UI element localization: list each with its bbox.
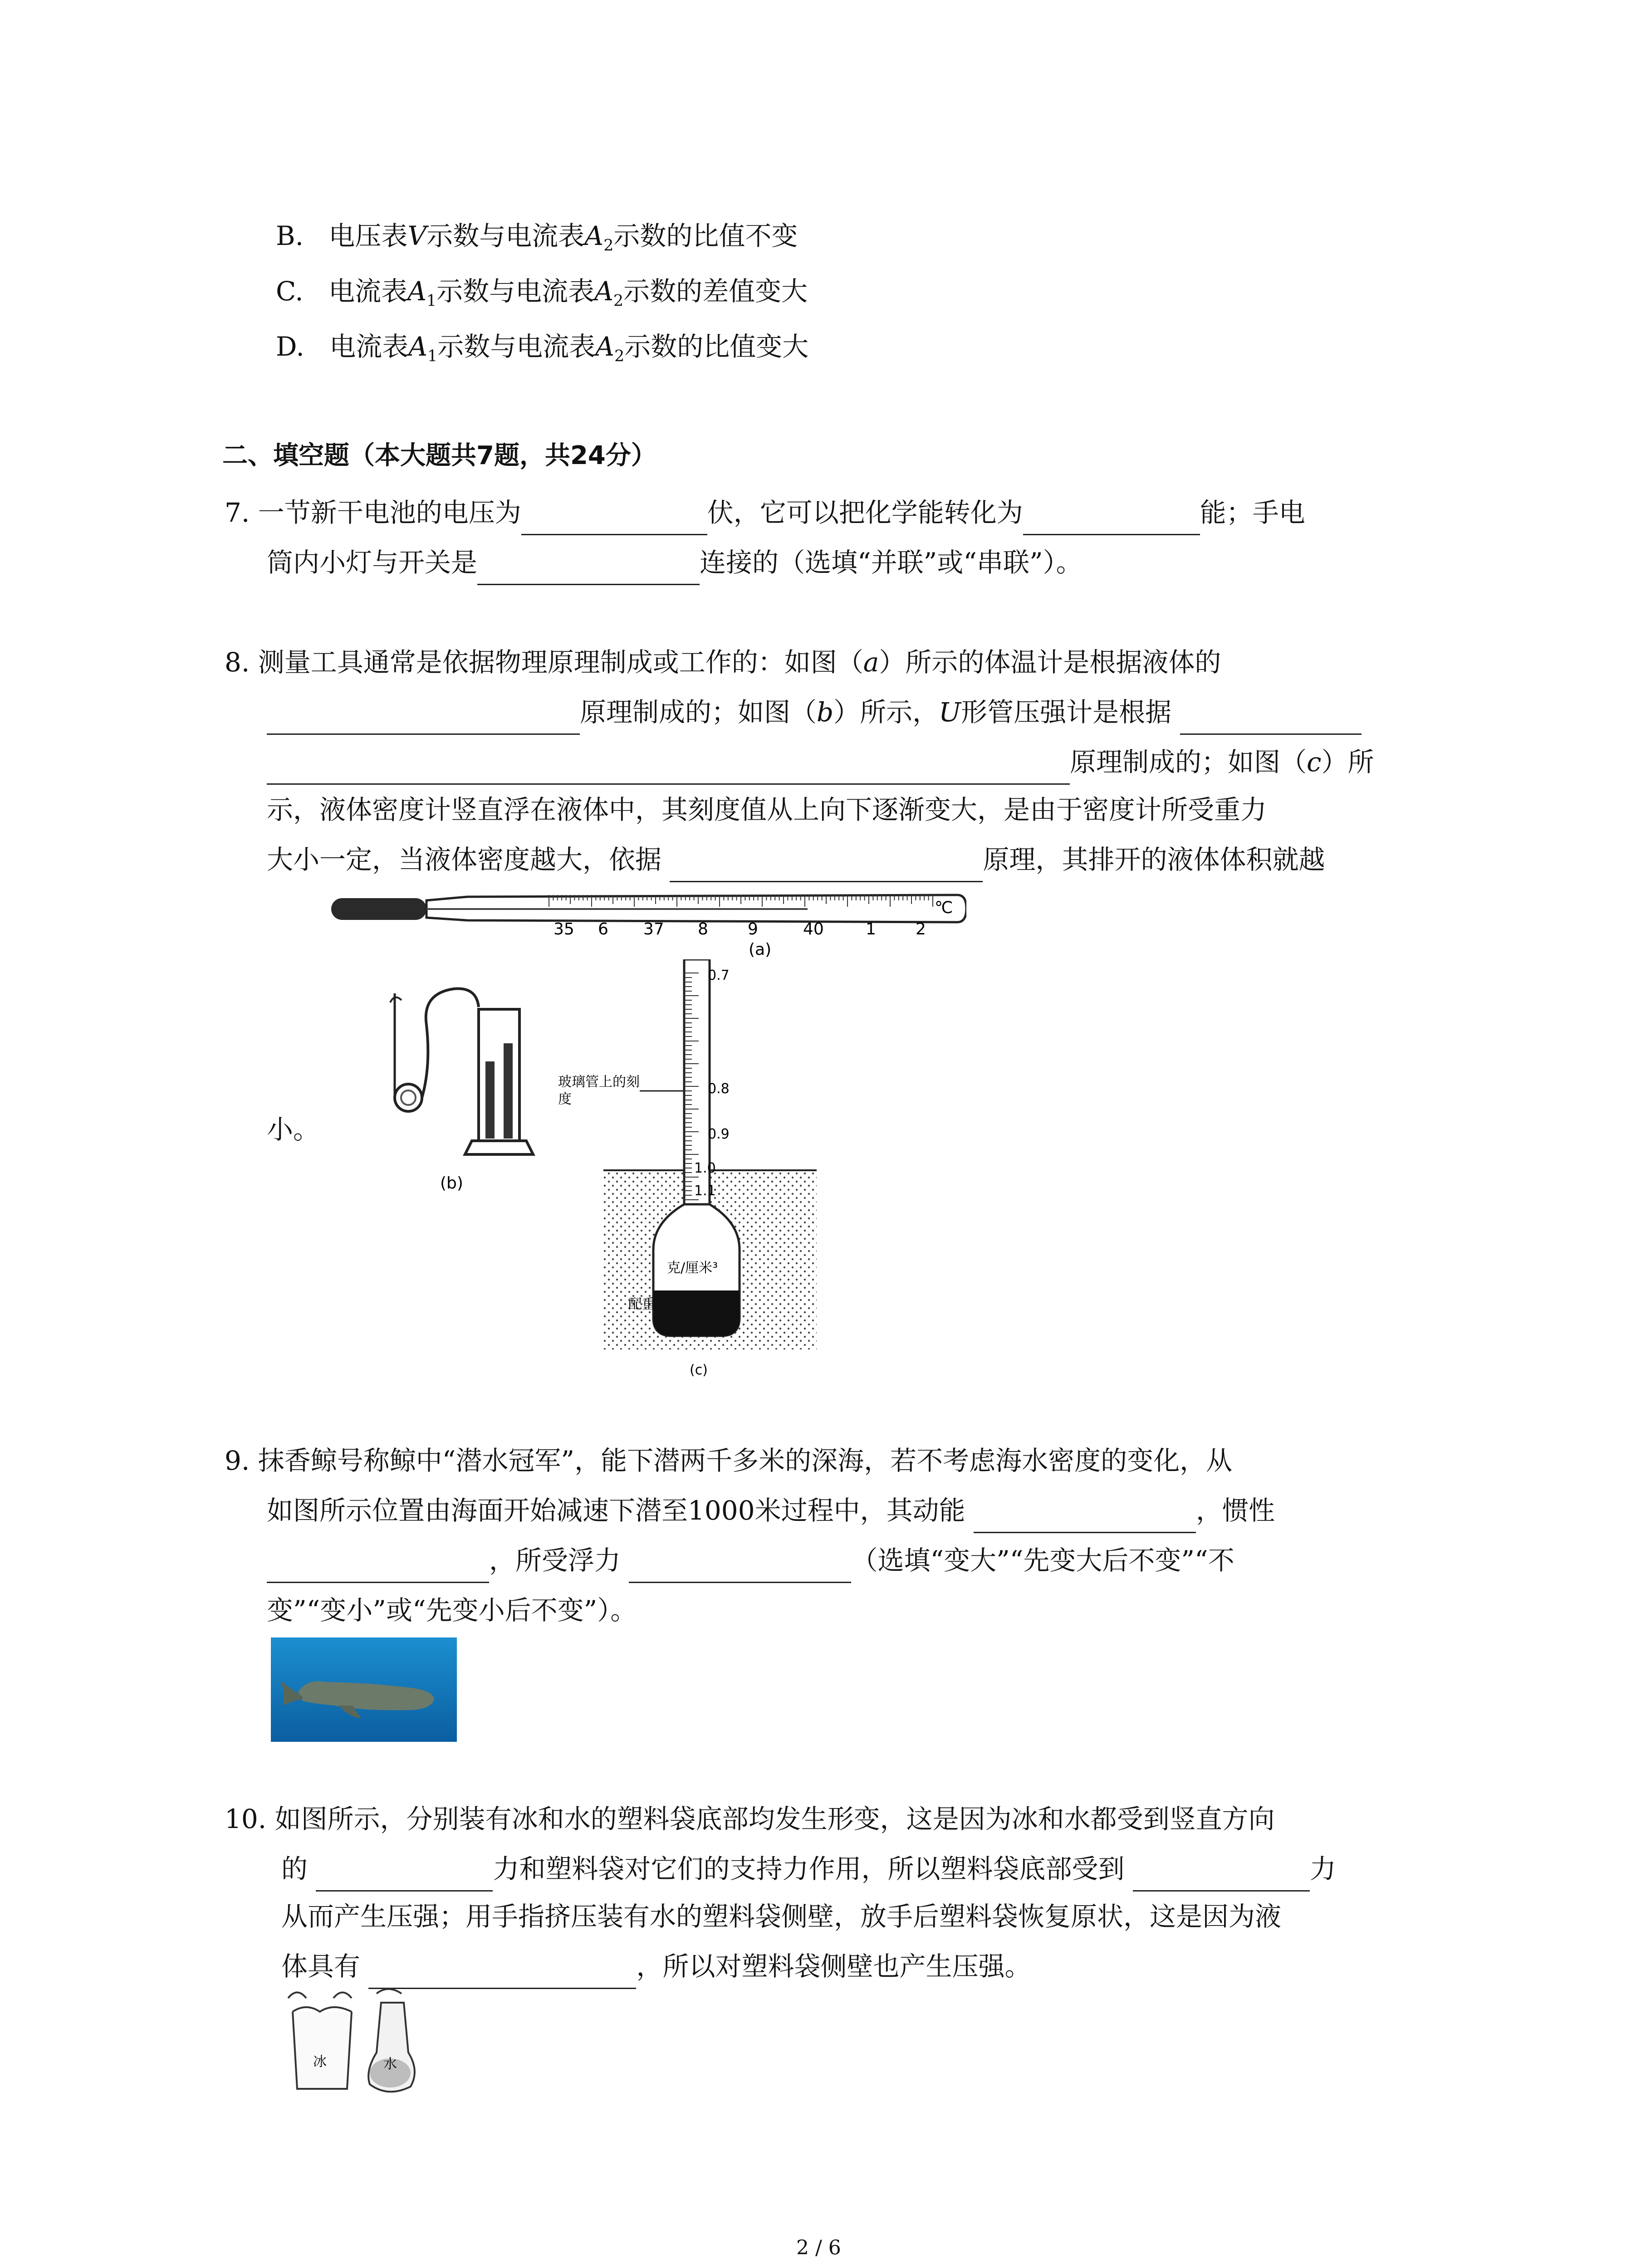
q10-line-4 — [281, 1944, 1031, 1989]
option-b — [276, 213, 798, 269]
q8-text-1: 8. 测量工具通常是依据物理原理制成或工作的：如图（ — [225, 647, 863, 678]
q8-var-a: a — [863, 647, 879, 678]
tick-label: 0.8 — [708, 1081, 730, 1097]
q8-line-6: 小。 — [267, 1114, 320, 1145]
probe-head — [395, 1084, 422, 1111]
option-c-text-2: 示数与电流表 — [436, 276, 595, 307]
q8-line-1 — [225, 640, 1221, 685]
q8-line-3 — [267, 739, 1374, 785]
q7-text-2: 伏，它可以把化学能转化为 — [707, 497, 1023, 528]
option-d-text-3: 示数的比值变大 — [624, 331, 809, 362]
q10-line-2 — [281, 1846, 1336, 1892]
q10-text-3: 力 — [1309, 1853, 1336, 1884]
q9-line-3 — [267, 1538, 1234, 1583]
q10-blank-1[interactable] — [316, 1858, 493, 1892]
option-c-sub-2: 2 — [613, 292, 624, 310]
thermometer-bulb — [331, 898, 426, 920]
tick-label: 6 — [598, 920, 608, 938]
tick-label: 40 — [803, 920, 824, 938]
option-c-sub-1: 1 — [426, 292, 437, 310]
tick-label: 37 — [643, 920, 664, 938]
q8-text-6: 原理制成的；如图（ — [1070, 747, 1307, 777]
sperm-whale-photo — [271, 1637, 457, 1742]
figure-a-label: (a) — [749, 940, 772, 959]
figure-b-manometer — [363, 975, 554, 1193]
q9-blank-3[interactable] — [629, 1550, 851, 1583]
q9-blank-1[interactable] — [974, 1500, 1196, 1533]
tick-label: 1.0 — [694, 1160, 716, 1176]
q7-line-1 — [225, 490, 1305, 535]
hydrometer-weight — [653, 1290, 740, 1336]
rubber-tube — [422, 989, 479, 1098]
option-d — [276, 324, 808, 379]
scale-label-line-1: 玻璃管上的刻 — [558, 1074, 640, 1090]
thermometer-unit: ℃ — [935, 899, 953, 917]
q8-text-5: 形管压强计是根据 — [961, 697, 1172, 728]
q8-text-3: 原理制成的；如图（ — [580, 697, 817, 728]
q9-text-3: ，所受浮力 — [489, 1545, 621, 1576]
figure-c-label: (c) — [690, 1362, 708, 1378]
figure-a-thermometer — [331, 887, 966, 964]
tick-label: 1 — [866, 920, 876, 938]
q8-text-7: ）所 — [1321, 747, 1374, 777]
section-title: 二、填空题（本大题共7题，共24分） — [222, 441, 656, 470]
option-c-text-1: 电流表 — [328, 276, 408, 307]
q8-line-4: 示，液体密度计竖直浮在液体中，其刻度值从上向下逐渐变大，是由于密度计所受重力 — [267, 794, 1267, 825]
figure-b-label: (b) — [440, 1174, 463, 1193]
ice-label: 冰 — [313, 2054, 327, 2070]
bulb-label: 克/厘米³ — [667, 1260, 718, 1276]
tick-label: 35 — [554, 920, 574, 938]
q10-text-4: 体具有 — [281, 1951, 361, 1982]
q9-text-4: （选填“变大”“先变大后不变”“不 — [851, 1545, 1234, 1576]
figure-plastic-bags — [279, 1984, 442, 2102]
q9-line-4: 变”“变小”或“先变小后不变”）。 — [267, 1595, 637, 1626]
water-bag — [368, 1989, 415, 2092]
tick-label: 8 — [698, 920, 708, 938]
option-b-text-3: 示数的比值不变 — [613, 220, 798, 251]
q10-text-2: 力和塑料袋对它们的支持力作用，所以塑料袋底部受到 — [493, 1853, 1125, 1884]
q8-line-2 — [267, 689, 1362, 735]
q8-blank-1[interactable] — [267, 702, 580, 735]
q7-line-2 — [267, 540, 1083, 585]
option-c — [276, 269, 808, 324]
tick-label: 0.7 — [708, 968, 730, 983]
q8-var-b: b — [817, 697, 834, 728]
q7-text-4: 筒内小灯与开关是 — [267, 547, 478, 578]
water-label: 水 — [383, 2056, 397, 2072]
q7-blank-3[interactable] — [477, 552, 700, 585]
q9-blank-2[interactable] — [267, 1550, 489, 1583]
option-b-text-1: 电压表 — [328, 220, 408, 251]
option-d-sub-2: 2 — [614, 347, 625, 366]
option-d-var-a1: A — [408, 331, 428, 362]
q10-line-1: 10. 如图所示，分别装有冰和水的塑料袋底部均发生形变，这是因为冰和水都受到竖直方向 — [225, 1804, 1275, 1834]
q8-line-5 — [267, 837, 1325, 882]
q9-text-1: 如图所示位置由海面开始减速下潜至1000米过程中，其动能 — [267, 1495, 965, 1526]
q8-text-2: ）所示的体温计是根据液体的 — [879, 647, 1221, 678]
scale-label-line-2: 度 — [558, 1091, 572, 1107]
q8-var-c: c — [1307, 747, 1322, 777]
q8-text-4: ）所示， — [833, 697, 939, 728]
option-d-text-1: 电流表 — [329, 331, 409, 362]
page-number: 2 / 6 — [796, 2236, 841, 2259]
q7-text-5: 连接的（选填“并联”或“串联”）。 — [700, 547, 1083, 578]
option-b-prefix: B. — [276, 220, 304, 251]
ice-bag — [288, 1993, 352, 2089]
q7-blank-2[interactable] — [1023, 502, 1200, 535]
option-b-sub: 2 — [603, 236, 614, 255]
tick-label: 0.9 — [708, 1126, 730, 1142]
q10-line-3: 从而产生压强；用手指挤压装有水的塑料袋侧壁，放手后塑料袋恢复原状，这是因为液 — [281, 1901, 1282, 1932]
q10-text-5: ，所以对塑料袋侧壁也产生压强。 — [636, 1951, 1031, 1982]
q9-line-1: 9. 抹香鲸号称鲸中“潜水冠军”，能下潜两千多米的深海，若不考虑海水密度的变化，从 — [225, 1445, 1233, 1476]
q9-line-2 — [267, 1488, 1275, 1533]
option-d-sub-1: 1 — [427, 347, 438, 366]
option-d-prefix: D. — [276, 331, 304, 362]
q8-var-u: U — [939, 697, 961, 728]
q7-text-3: 能；手电 — [1200, 497, 1305, 528]
option-b-var-a: A — [584, 220, 604, 251]
weight-label: 配重 — [628, 1296, 656, 1312]
tick-label: 9 — [748, 920, 758, 938]
option-d-var-a2: A — [595, 331, 615, 362]
q9-text-2: ，惯性 — [1196, 1495, 1275, 1526]
q8-blank-2a[interactable] — [1180, 702, 1362, 735]
u-tube-frame — [479, 1009, 519, 1141]
q8-text-9: 原理，其排开的液体体积就越 — [983, 844, 1325, 875]
tick-label: 1.1 — [694, 1183, 716, 1199]
option-b-var-v: V — [407, 220, 427, 251]
q7-text-1: 7. 一节新干电池的电压为 — [225, 497, 521, 528]
option-c-var-a2: A — [594, 276, 614, 307]
option-b-text-2: 示数与电流表 — [426, 220, 585, 251]
option-c-prefix: C. — [276, 276, 304, 307]
q10-blank-2[interactable] — [1133, 1858, 1310, 1892]
tick-label: 2 — [916, 920, 926, 938]
q8-blank-3[interactable] — [670, 849, 983, 882]
figure-c-hydrometer — [558, 959, 839, 1386]
option-d-text-2: 示数与电流表 — [437, 331, 596, 362]
q10-text-1: 的 — [281, 1853, 308, 1884]
q8-text-8: 大小一定，当液体密度越大，依据 — [267, 844, 662, 875]
option-c-var-a1: A — [407, 276, 426, 307]
q7-blank-1[interactable] — [521, 502, 707, 535]
q8-blank-2b[interactable] — [267, 752, 1070, 785]
option-c-text-3: 示数的差值变大 — [623, 276, 808, 307]
